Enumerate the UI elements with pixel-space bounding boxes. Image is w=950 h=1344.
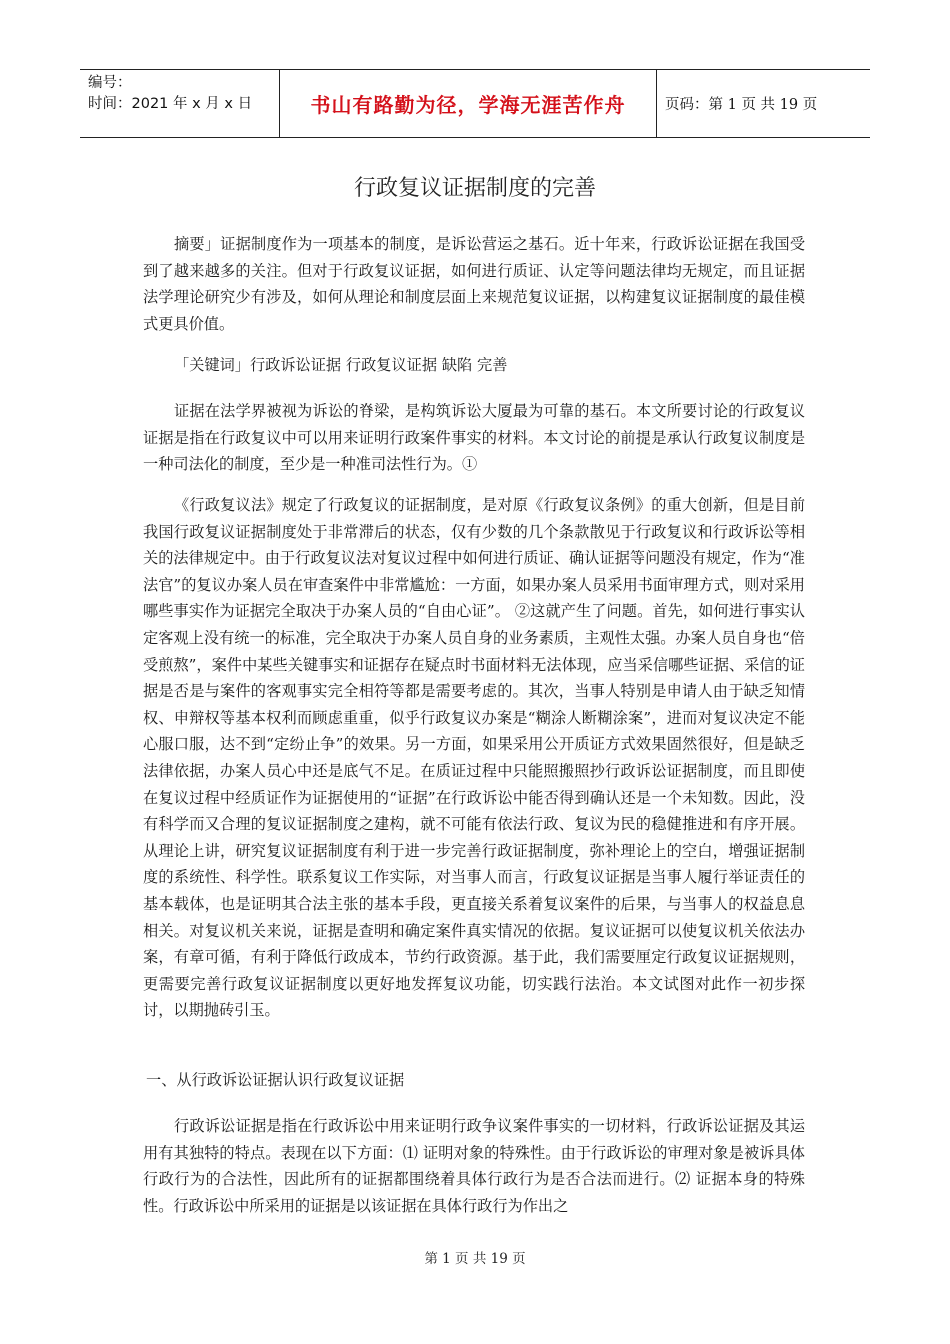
header-divider [279, 70, 280, 137]
header-page-label: 页码：第 1 页 共 19 页 [665, 97, 818, 113]
document-header [80, 69, 870, 138]
document-title: 行政复议证据制度的完善 [353, 176, 596, 201]
time-label: 时间：2021 年 x 月 x 日 [88, 96, 253, 112]
body-paragraph: 证据在法学界被视为诉讼的脊梁，是构筑诉讼大厦最为可靠的基石。本文所要讨论的行政复议证据是指在行政复议中可以用来证明行政案件事实的材料。本文讨论的前提是承认行政复议制度是一种司法化的制度，至少是一种准司法性行为。① [143, 402, 805, 474]
keywords-line: 「关键词」行政诉讼证据 行政复议证据 缺陷 完善 [174, 356, 508, 374]
section-heading: 一、从行政诉讼证据认识行政复议证据 [146, 1071, 405, 1089]
body-paragraph: 《行政复议法》规定了行政复议的证据制度，是对原《行政复议条例》的重大创新，但是目前我国行政复议证据制度处于非常滞后的状态，仅有少数的几个条款散见于行政复议和行政诉讼等相关的法律规定中。由于行政复议法对复议过程中如何进行质证、确认证据等问题没有规定，作为“准法官”的复议办案人员在审查案件中非常尴尬：一方面，如果办案人员采用书面审理方式，则对采用哪些事实作为证据完全取决于办案人员的“自由心证”。 ②这就产生了问题。首先，如何进行事实认定客观上没有统一的标准，完全取决于办案人员自身的业务素质，主观性太强。办案人员自身也“倍受煎熬”，案件中某些关键事实和证据存在疑点时书面材料无法体现，应当采信哪些证据、采信的证据是否是与案件的客观事实完全相符等都是需要考虑的。其次，当事人特别是申请人由于缺乏知情权、申辩权等基本权利而顾虑重重，似乎行政复议办案是“糊涂人断糊涂案”，进而对复议决定不能心服口服，达不到“定纷止争”的效果。另一方面，如果采用公开质证方式效果固然很好，但是缺乏法律依据，办案人员心中还是底气不足。在质证过程中只能照搬照抄行政诉讼证据制度，而且即使在复议过程中经质证作为证据使用的“证据”在行政诉讼中能否得到确认还是一个未知数。因此，没有科学而又合理的复议证据制度之建构，就不可能有依法行政、复议为民的稳健推进和有序开展。从理论上讲，研究复议证据制度有利于进一步完善行政证据制度，弥补理论上的空白，增强证据制度的系统性、科学性。联系复议工作实际，对当事人而言，行政复议证据是当事人履行举证责任的基本载体，也是证明其合法主张的基本手段，更直接关系着复议案件的后果，与当事人的权益息息相关。对复议机关来说，证据是查明和确定案件真实情况的依据。复议证据可以使复议机关依法办案，有章可循，有利于降低行政成本，节约行政资源。基于此，我们需要厘定行政复议证据规则，更需要完善行政复议证据制度以更好地发挥复议功能，切实践行法治。本文试图对此作一初步探讨，以期抛砖引玉。 [143, 496, 805, 1020]
page-footer: 第 1 页 共 19 页 [424, 1251, 526, 1267]
number-label: 编号： [88, 75, 132, 91]
header-meta [88, 73, 252, 115]
body-paragraph: 行政诉讼证据是指在行政诉讼中用来证明行政争议案件事实的一切材料，行政诉讼证据及其运用有其独特的特点。表现在以下方面：⑴ 证明对象的特殊性。由于行政诉讼的审理对象是被诉具体行政行为的合法性，因此所有的证据都围绕着具体行政行为是否合法而进行。⑵ 证据本身的特殊性。行政诉讼中所采用的证据是以该证据在具体行政行为作出之 [143, 1117, 805, 1215]
header-divider [656, 70, 657, 137]
abstract-paragraph: 摘要」证据制度作为一项基本的制度，是诉讼营运之基石。近十年来，行政诉讼证据在我国受到了越来越多的关注。但对于行政复议证据，如何进行质证、认定等问题法律均无规定，而且证据法学理论研究少有涉及，如何从理论和制度层面上来规范复议证据，以构建复议证据制度的最佳模式更具价值。 [143, 235, 805, 333]
header-motto: 书山有路勤为径，学海无涯苦作舟 [310, 93, 626, 117]
